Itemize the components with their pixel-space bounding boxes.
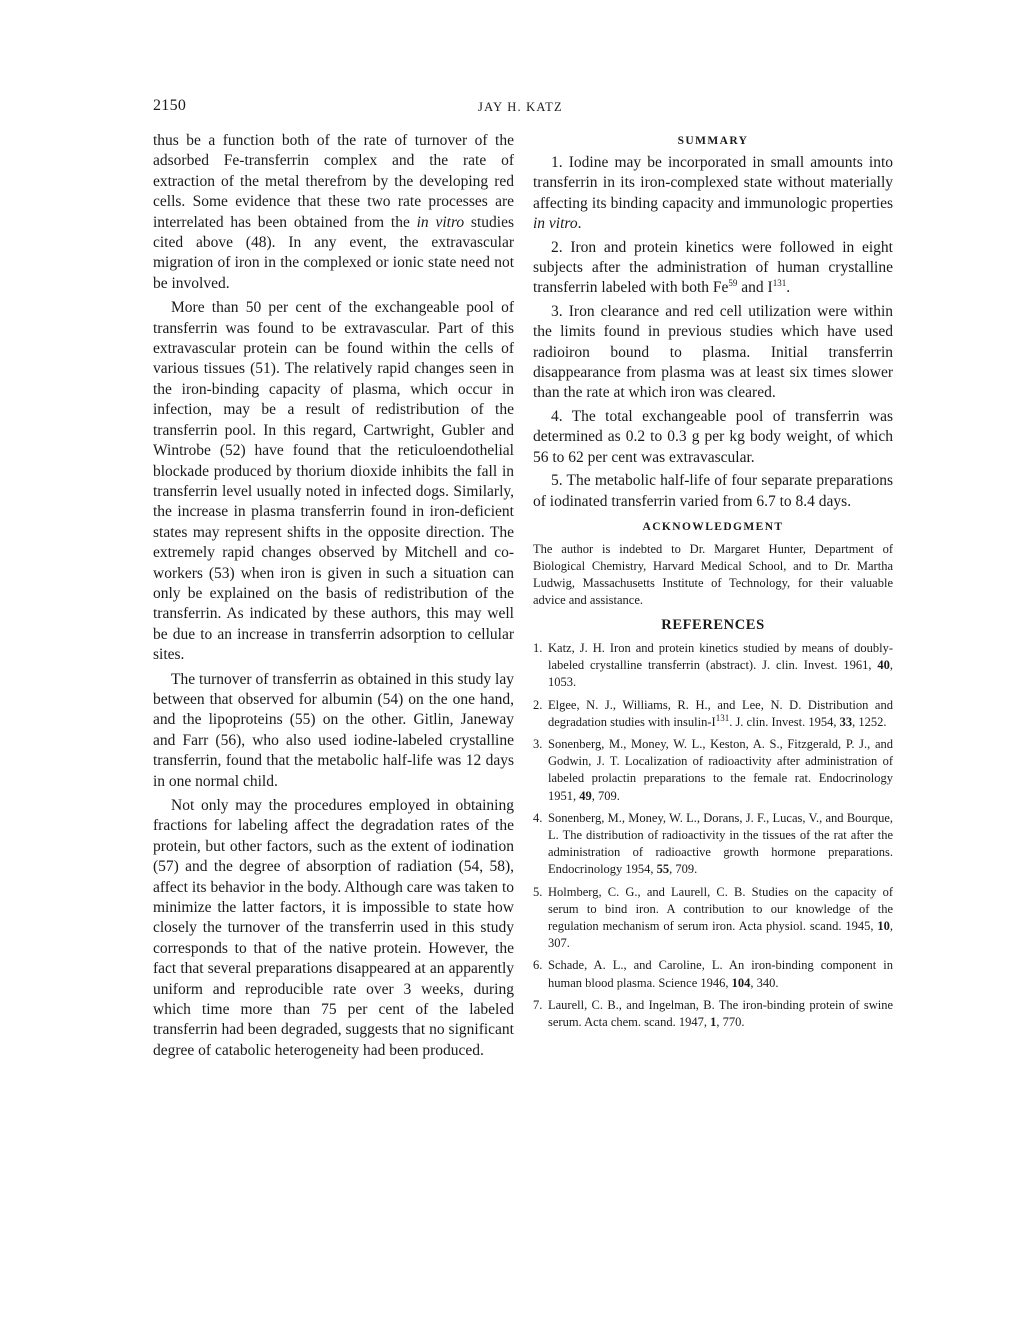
body-paragraph: thus be a function both of the rate of turnover of the adsorbed Fe-transferrin complex and the rate of extraction of the metal therefrom by the developing red cells. Some evidence that these two rate processes are interrelated has been obtained from the in vitro studies cited above (48). In any event, the extravascular migration of iron in the complexed or ionic state need not be involved. (153, 132, 514, 292)
acknowledgment-text: The author is indebted to Dr. Margaret Hunter, Department of Biological Chemistry, Harvard Medical School, and to Dr. Martha Ludwig, Massachusetts Institute of Technology, for their valuable advice and assistance. (533, 541, 893, 607)
reference-list (533, 640, 893, 1031)
body-paragraph: Not only may the procedures employed in obtaining fractions for labeling affect the degradation rates of the protein, but other factors, such as the extent of iodination (57) and the degree of absorption of radiation (54, 58), affect its behavior in the body. Although care was taken to minimize the latter factors, it is impossible to state how closely the turnover of the transferrin used in this study corresponds to that of the native protein. However, the fact that several preparations disappeared at an apparently uniform and reproducible rate over 3 weeks, during which time more than 75 per cent of the labeled transferrin had been degraded, suggests that no significant degree of catabolic heterogeneity had been produced. (153, 797, 514, 1059)
summary-item: 2. Iron and protein kinetics were followed in eight subjects after the administration of human crystalline transferrin labeled with both Fe$^{59}$ and $I^{131}$. (533, 238, 893, 297)
body-paragraph: More than 50 per cent of the exchangeable pool of transferrin was found to be extravascular. Part of this extravascular protein can be found within the cells of various tissues (51). The relatively rapid changes seen in the iron-binding capacity of plasma, which occur in infection, may be a result of redistribution of the transferrin pool. In this regard, Cartwright, Gubler and Wintrobe (52) have found that the reticuloendothelial blockade produced by thorium dioxide inhibits the fall in transferrin level usually noted in infected dogs. Similarly, the increase in plasma transferrin found in iron-deficient states may represent shifts in the opposite direction. The extremely rapid changes observed by Mitchell and co-workers (53) when iron is given in such a situation can only be explained on the basis of redistribution of the transferrin. As indicated by these authors, this may well be due to an increase in transferrin adsorption to cellular sites. (153, 299, 514, 664)
summary-item: 5. The metabolic half-life of four separate preparations of iodinated transferrin varied from 6.7 to 8.4 days. (533, 472, 893, 510)
reference-item: 6. Schade, A. L., and Caroline, L. An iron-binding component in human blood plasma. Science 1946, 104, 340. (533, 958, 893, 990)
summary-heading: SUMMARY (677, 135, 749, 147)
left-column (153, 131, 514, 1061)
summary-item: 1. Iodine may be incorporated in small amounts into transferrin in its iron-complexed state without materially affecting its binding capacity and immunologic properties in vitro. (533, 154, 893, 233)
running-head: JAY H. KATZ (478, 100, 563, 114)
references-heading: REFERENCES (661, 616, 765, 633)
acknowledgment-heading: ACKNOWLEDGMENT (642, 520, 784, 533)
reference-item: 1. Katz, J. H. Iron and protein kinetics studied by means of doubly-labeled crystalline transferrin (abstract). J. clin. Invest. 1961, 40, 1053. (533, 640, 893, 690)
reference-item: 7. Laurell, C. B., and Ingelman, B. The iron-binding protein of swine serum. Acta chem. scand. 1947, 1, 770. (533, 997, 893, 1029)
body-paragraph: The turnover of transferrin as obtained in this study lay between that observed for albumin (54) on the one hand, and the lipoproteins (55) on the other. Gitlin, Janeway and Farr (56), who also used iodine-labeled crystalline transferrin, found that the metabolic half-life was 12 days in one normal child. (153, 670, 514, 790)
reference-item: 4. Sonenberg, M., Money, W. L., Dorans, J. F., Lucas, V., and Bourque, L. The distribution of radioactivity in the tissues of the rat after the administration of radioactive growth hormone preparations. Endocrinology 1954, 55, 709. (533, 810, 893, 877)
reference-item: 2. Elgee, N. J., Williams, R. H., and Lee, N. D. Distribution and degradation studies with insulin-$I^{131}$. J. clin. Invest. 1954, 33, 1252. (533, 697, 893, 729)
page-number: 2150 (153, 97, 187, 114)
summary-item: 4. The total exchangeable pool of transferrin was determined as 0.2 to 0.3 g per kg body weight, of which 56 to 62 per cent was extravascular. (533, 407, 893, 466)
right-column (533, 131, 893, 1036)
reference-item: 5. Holmberg, C. G., and Laurell, C. B. Studies on the capacity of serum to bind iron. A contribution to our knowledge of the regulation mechanism of serum iron. Acta physiol. scand. 1945, 10, 307. (533, 884, 893, 951)
summary-item: 3. Iron clearance and red cell utilization were within the limits found in previous studies which have used radioiron bound to plasma. Initial transferrin disappearance from plasma was at least six times slower than the rate at which iron was cleared. (533, 302, 893, 402)
reference-item: 3. Sonenberg, M., Money, W. L., Keston, A. S., Fitzgerald, P. J., and Godwin, J. T. Localization of radioactivity after administration of labeled prolactin preparations to the female rat. Endocrinology 1951, 49, 709. (533, 736, 893, 803)
